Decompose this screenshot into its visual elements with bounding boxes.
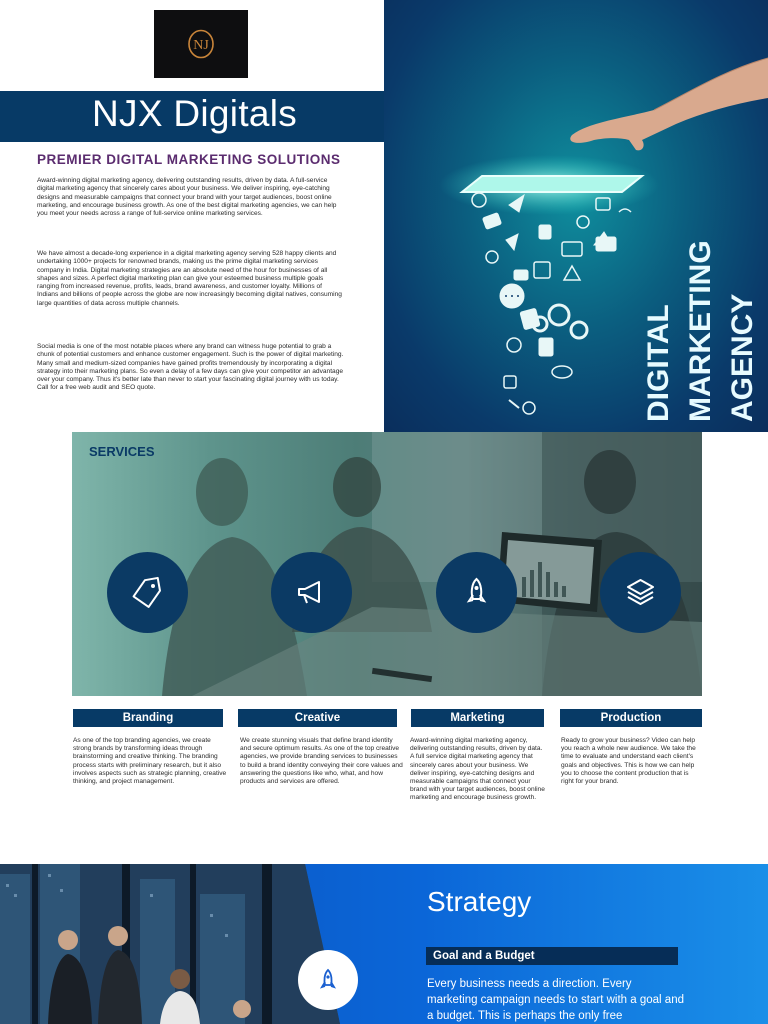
business-team-photo bbox=[0, 864, 340, 1024]
price-tag-icon bbox=[131, 576, 164, 609]
city-skyline-photo bbox=[0, 864, 340, 1024]
nj-monogram-icon bbox=[187, 29, 215, 59]
intro-paragraph: We have almost a decade-long experience in a digital marketing agency serving 528 happy clients and undertaking 1000+ projects for renowned brands, making us the prime digital marketing services company in India. Digital marketing strategies are an absolute need of the hour for businesses of all shapes and sizes. A perfect digital marketing plan can give your esteemed business multiple goals ranging from increased revenue, profits, leads, brand awareness, and customer loyalty. Millions of Indians and billions of people across the globe are now increasingly becoming digital natives, consuming large quantities of data across multiple channels. bbox=[37, 250, 342, 307]
layers-icon bbox=[624, 576, 657, 609]
strategy-section bbox=[0, 864, 768, 1024]
brand-name: NJX Digitals bbox=[92, 93, 298, 134]
intro-paragraph: Award-winning digital marketing agency, delivering outstanding results, driven by data. A full-service digital marketing agency that sincerely cares about your business. We deliver inspiring, eye-catching designs and measurable campaigns that connect your brand with your target audiences, boost online marketing, and encourage business growth. As one of the best digital marketing agencies, we can help you meet your needs across a range of full-service online marketing services. bbox=[37, 177, 337, 218]
hero-image bbox=[384, 0, 768, 432]
marketing-circle-button[interactable] bbox=[436, 552, 517, 633]
services-heading: SERVICES bbox=[89, 444, 155, 459]
services-banner bbox=[72, 432, 702, 696]
production-heading: Production bbox=[560, 709, 702, 727]
strategy-paragraph: Every business needs a direction. Every marketing campaign needs to start with a goal and a budget. This is perhaps the only free bbox=[427, 978, 684, 1023]
marketing-heading: Marketing bbox=[411, 709, 544, 727]
intro-paragraph: Social media is one of the most notable places where any brand can witness huge potential to grab a chunk of potential customers and enhance customer engagement. Such is the power of digital marketing. Many small and medium-sized companies have gained profits tremendously by incorporating a digital strategy into their marketing plans. So even a delay of a few days can give your competitor an advantage over your company. Thus it's better late than never to start your fascinating digital journey with us today. Call for a free web audit and SEO quote. bbox=[37, 343, 344, 392]
production-description: Ready to grow your business? Video can help you reach a whole new audience. We take the time to evaluate and understand each client's goals and objectives. This is how we can help you to choose the content production that is right for your brand. bbox=[561, 737, 696, 786]
marketing-description: Award-winning digital marketing agency, delivering outstanding results, driven by data. A full service digital marketing agency that sincerely cares about your business. We deliver inspiring, eye-catching designs and measurable campaigns that connect your brand with your target audiences, boost online marketing and encourage business growth. bbox=[410, 737, 545, 802]
creative-description: We create stunning visuals that define brand identity and secure optimum results. As one of the top creative agencies, we provide branding services to businesses to build a brand identity conveying their core values and answering the questions like who, what, and how products and services are offered. bbox=[240, 737, 403, 786]
hero-text-digital: DIGITAL bbox=[642, 304, 675, 422]
company-logo[interactable] bbox=[154, 10, 248, 78]
megaphone-icon bbox=[295, 576, 328, 609]
hero-text-agency: AGENCY bbox=[726, 293, 759, 422]
hero-text-marketing: MARKETING bbox=[684, 240, 717, 422]
branding-circle-button[interactable] bbox=[107, 552, 188, 633]
rocket-icon bbox=[317, 968, 339, 992]
brand-title-band bbox=[0, 91, 384, 142]
creative-circle-button[interactable] bbox=[271, 552, 352, 633]
rocket-icon bbox=[460, 576, 493, 609]
svg-text:NJ: NJ bbox=[193, 38, 209, 53]
tagline: PREMIER DIGITAL MARKETING SOLUTIONS bbox=[37, 152, 341, 167]
strategy-heading: Strategy bbox=[427, 886, 532, 917]
goal-budget-label: Goal and a Budget bbox=[426, 947, 678, 965]
digital-marketing-illustration bbox=[384, 0, 768, 432]
production-circle-button[interactable] bbox=[600, 552, 681, 633]
creative-heading: Creative bbox=[238, 709, 397, 727]
strategy-rocket-badge[interactable] bbox=[298, 950, 358, 1010]
branding-description: As one of the top branding agencies, we create strong brands by transforming ideas through brainstorming and creative thinking. The branding process starts with preliminary research, but it also involves aspects such as strategic planning, creative thinking, and project management. bbox=[73, 737, 227, 786]
branding-heading: Branding bbox=[73, 709, 223, 727]
